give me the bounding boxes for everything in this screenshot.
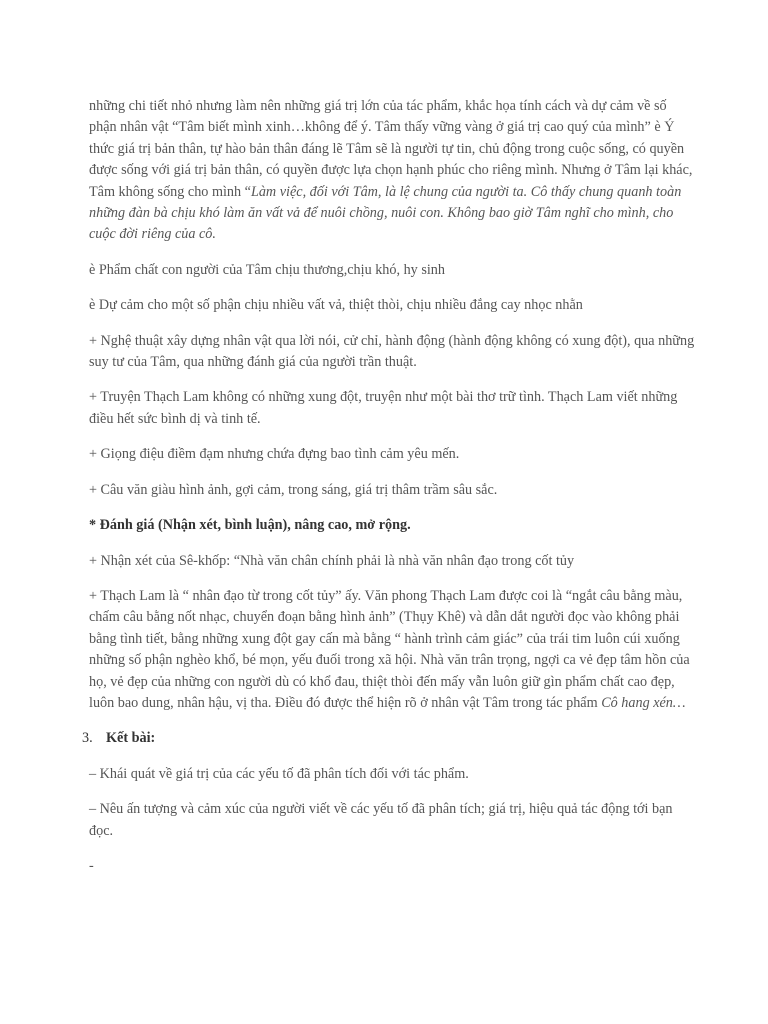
paragraph-conclusion-2: – Nêu ấn tượng và cảm xúc của người viết về các yếu tố đã phân tích; giá trị, hiệu quả tác động tới bạn đọc. bbox=[89, 801, 673, 839]
paragraph-style: + Câu văn giàu hình ảnh, gợi cảm, trong sáng, giá trị thâm trầm sâu sắc. bbox=[89, 481, 498, 498]
italic-quote: Làm việc, đối với Tâm, là lệ chung của người ta. Cô thấy chung quanh toàn những đàn bà chịu khó làm ăn vất vả để nuôi chồng, nuôi con. Không bao giờ Tâm nghĩ cho mình, cho cuộc đời riêng của cô. bbox=[89, 183, 682, 243]
section-title: Kết bài: bbox=[106, 730, 156, 747]
paragraph-conclusion-1: – Khái quát về giá trị của các yếu tố đã phân tích đối với tác phẩm. bbox=[89, 765, 469, 782]
paragraph-chekhov: + Nhận xét của Sê-khốp: “Nhà văn chân chính phải là nhà văn nhân đạo trong cốt tủy bbox=[89, 552, 575, 569]
heading-evaluation: * Đánh giá (Nhận xét, bình luận), nâng cao, mở rộng. bbox=[89, 517, 411, 534]
paragraph-tone: + Giọng điệu điềm đạm nhưng chứa đựng bao tình cảm yêu mến. bbox=[89, 446, 460, 463]
italic-title: Cô hang xén… bbox=[601, 694, 686, 711]
paragraph-text: + Thạch Lam là “ nhân đạo từ trong cốt tủy” ấy. Văn phong Thạch Lam được coi là “ngắt câu bằng màu, chấm câu bằng nốt nhạc, chuyển đoạn bằng hình ảnh” (Thụy Khê) và dẫn dắt người đọc vào không phải bằng tình tiết, bằng những xung đột gay cấn mà bằng “ hành trình cảm giác” của trái tim luôn cúi xuống những số phận nghèo khổ, bé mọn, yếu đuối trong xã hội. Nhà văn trân trọng, ngợi ca vẻ đẹp tâm hồn của họ, vẻ đẹp của những con người dù có khổ đau, thiệt thòi đến mấy vẫn luôn giữ gìn phẩm chất cao đẹp, luôn bao dung, nhân hậu, vị tha. Điều đó được thể hiện rõ ở nhân vật Tâm trong tác phẩm bbox=[89, 587, 690, 711]
paragraph-art-story: + Truyện Thạch Lam không có những xung đột, truyện như một bài thơ trữ tình. Thạch Lam viết những điều hết sức bình dị và tinh tế. bbox=[89, 389, 678, 427]
document-body bbox=[82, 96, 697, 891]
paragraph-art-character: + Nghệ thuật xây dựng nhân vật qua lời nói, cử chỉ, hành động (hành động không có xung đột), qua những suy tư của Tâm, qua những đánh giá của người trần thuật. bbox=[89, 332, 695, 371]
paragraph-analysis-intro bbox=[89, 96, 697, 246]
section-number: 3. bbox=[82, 730, 93, 747]
paragraph-text: những chi tiết nhỏ nhưng làm nên những giá trị lớn của tác phẩm, khắc họa tính cách và dự cảm về số phận nhân vật “Tâm biết mình xinh…không để ý. Tâm thấy vững vàng ở giá trị cao quý của mình” è Ý thức giá trị bản thân, tự hào bản thân đáng lẽ Tâm sẽ là người tự tin, chủ động trong cuộc sống, có quyền được sống với giá trị bản thân, có quyền được lựa chọn hạnh phúc cho riêng mình. Nhưng ở Tâm lại khác, Tâm không sống cho mình “ bbox=[89, 98, 693, 200]
section-conclusion-heading bbox=[82, 728, 697, 749]
paragraph-fate: è Dự cảm cho một số phận chịu nhiều vất vả, thiệt thòi, chịu nhiều đắng cay nhọc nhằn bbox=[89, 297, 583, 314]
paragraph-thach-lam bbox=[89, 586, 697, 714]
trailing-dash: - bbox=[89, 857, 94, 874]
paragraph-quality: è Phẩm chất con người của Tâm chịu thương,chịu khó, hy sinh bbox=[89, 261, 445, 278]
